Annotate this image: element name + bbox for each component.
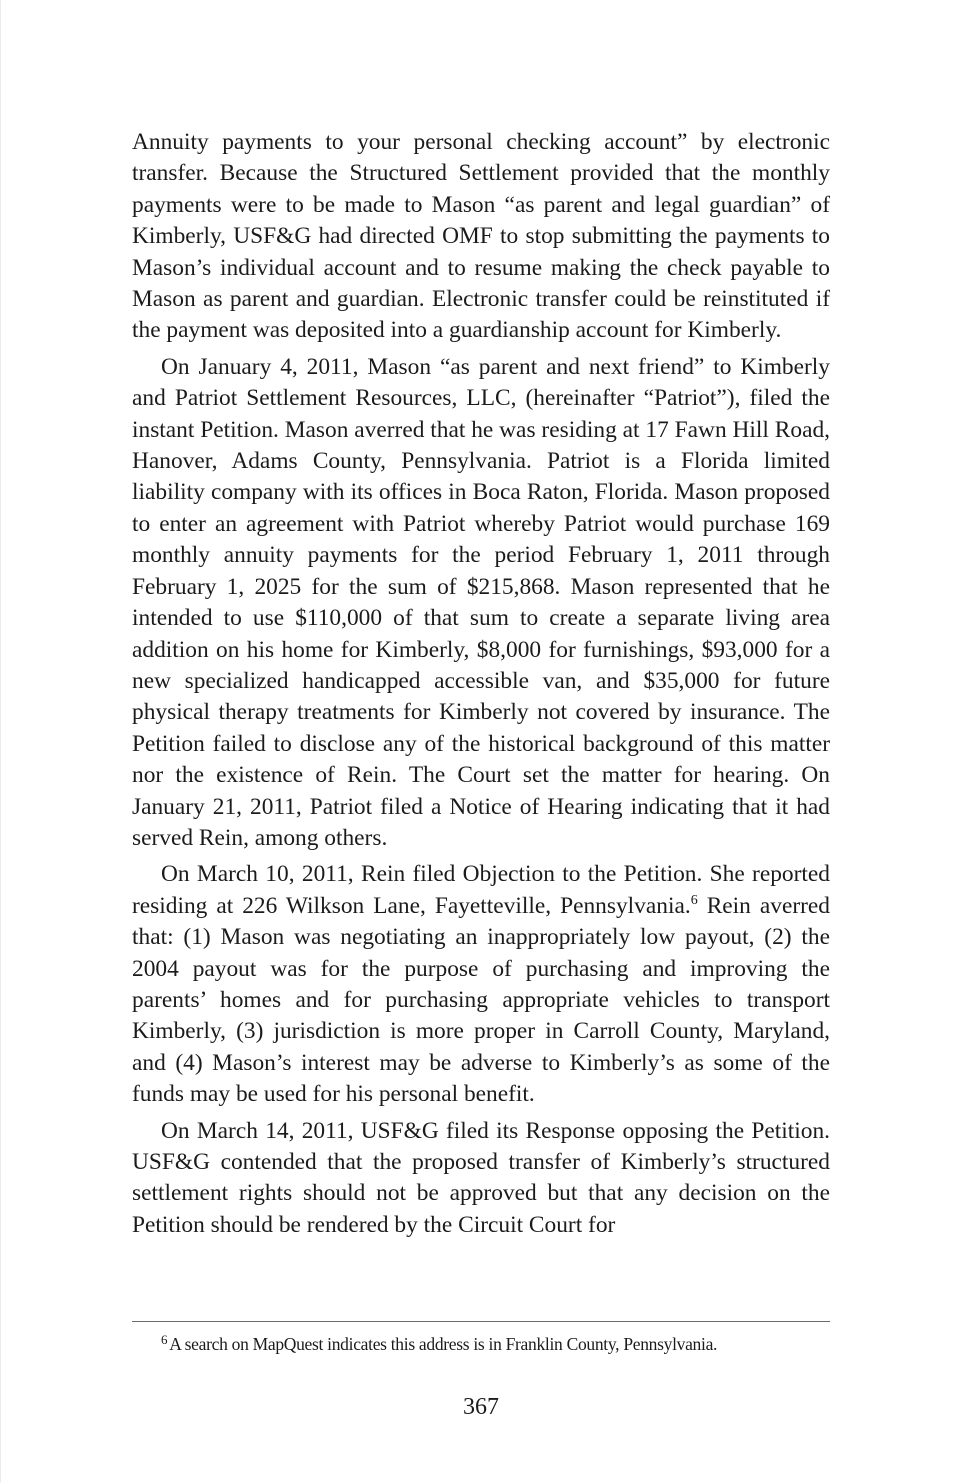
- paragraph-3-continued: Rein averred that: (1) Mason was negotiating an inappropriately low payout, (2) the 2004 payout was for the purpose of purchasing and improving the parents’ homes and for purchasing appropriate vehicles to transport Kimberly, (3) jurisdiction is more proper in Carroll County, Maryland, and (4) Mason’s interest may be adverse to Kimberly’s as some of the funds may be used for his personal benefit.: [132, 892, 830, 1108]
- body-text: [132, 127, 830, 1246]
- paragraph-3-text: On March 10, 2011, Rein filed Objection to the Petition. She reported residing at 226 Wilkson Lane, Fayetteville, Pennsylvania.: [132, 861, 830, 919]
- page-number: 367: [463, 1394, 499, 1420]
- footnote-text: A search on MapQuest indicates this address is in Franklin County, Pennsylvania.: [169, 1334, 718, 1354]
- footnote: [161, 1332, 841, 1356]
- footnote-reference[interactable]: 6: [690, 892, 698, 908]
- paragraph-3: [132, 859, 830, 1110]
- footnote-divider: [132, 1321, 830, 1322]
- paragraph-4: On March 14, 2011, USF&G filed its Response opposing the Petition. USF&G contended that the proposed transfer of Kimberly’s structured settlement rights should not be approved but that any decision on the Petition should be rendered by the Circuit Court for: [132, 1117, 830, 1238]
- footnote-number: 6: [161, 1332, 168, 1347]
- paragraph-1: Annuity payments to your personal checking account” by electronic transfer. Because the Structured Settlement provided that the monthly payments were to be made to Mason “as parent and legal guardian” of Kimberly, USF&G had directed OMF to stop submitting the payments to Mason’s individual account and to resume making the check payable to Mason as parent and guardian. Electronic transfer could be reinstituted if the payment was deposited into a guardianship account for Kimberly.: [132, 129, 830, 344]
- paragraph-2: On January 4, 2011, Mason “as parent and next friend” to Kimberly and Patriot Settlement Resources, LLC, (hereinafter “Patriot”), filed the instant Petition. Mason averred that he was residing at 17 Fawn Hill Road, Hanover, Adams County, Pennsylvania. Patriot is a Florida limited liability company with its offices in Boca Raton, Florida. Mason proposed to enter an agreement with Patriot whereby Patriot would purchase 169 monthly annuity payments for the period February 1, 2011 through February 1, 2025 for the sum of $215,868. Mason represented that he intended to use $110,000 of that sum to create a separate living area addition on his home for Kimberly, $8,000 for furnishings, $93,000 for a new specialized handicapped accessible van, and $35,000 for future physical therapy treatments for Kimberly not covered by insurance. The Petition failed to disclose any of the historical background of this matter nor the existence of Rein. The Court set the matter for hearing. On January 21, 2011, Patriot filed a Notice of Hearing indicating that it had served Rein, among others.: [132, 353, 830, 851]
